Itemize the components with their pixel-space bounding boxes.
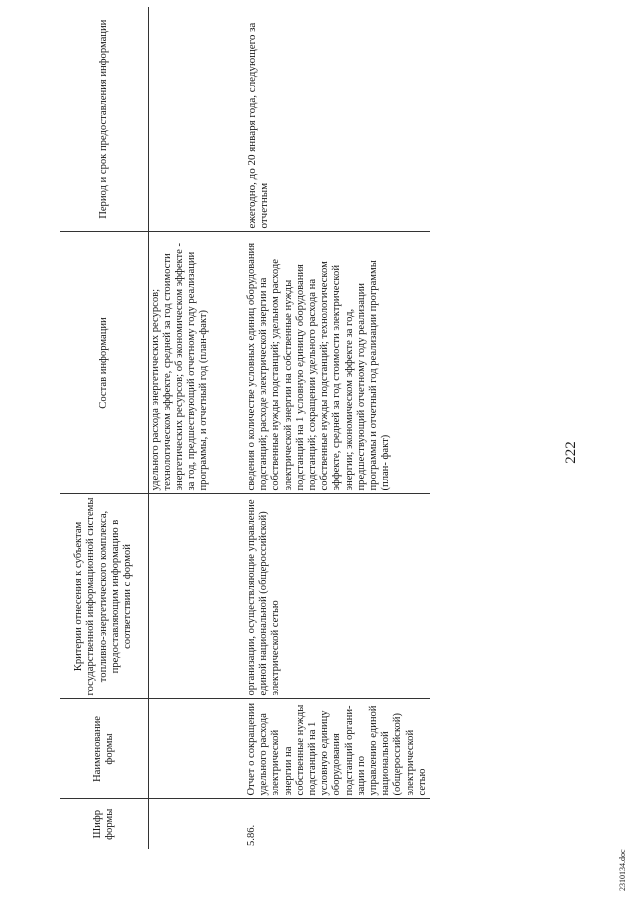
header-code: Шифр формы [60, 799, 148, 849]
content-cell: сведения о количестве условных единиц оборудования подстанций; расходе электрической энергии на собственные нужды подстанций; удельном расходе электрической энергии на собственные нужды подстанций на 1 условную единицу оборудования подстанций; сокращении удельного расхода на собственные нужды подстанций; технологическом эффекте, средней за год стоимости электрической энергии; экономическом эффекте за год, предшествующий отчетному году реализации программы и отчетный год реализации программы (план- факт) [242, 232, 430, 494]
criteria-cell: организации, осуществляющие управление единой национальной (общероссийской) электрической сетью [242, 494, 430, 699]
document-code: 2310134.doc [618, 849, 627, 891]
period-cell: ежегодно, до 20 января года, следующего за отчетным [242, 7, 430, 232]
continuation-row [148, 7, 242, 849]
table-row [242, 7, 430, 849]
table-header-row [60, 7, 148, 849]
header-form-name: Наименование формы [60, 699, 148, 799]
header-criteria: Критерии отнесения к субъектам государственной информационной системы топливно-энергетического комплекса, предоставляющим информацию в соответствии с формой [60, 494, 148, 699]
information-forms-table [60, 7, 430, 849]
form-code-cell: 5.86. [246, 824, 257, 846]
page-number: 222 [563, 441, 579, 464]
form-name-cell: Отчет о сокращении удельного расхода электрической энергии на собственные нужды подстанций на 1 условную единицу оборудования подстанций органи- зации по управлению единой национальной (общероссийской) электрической сетью [242, 699, 430, 799]
header-period: Период и срок предоставления информации [60, 7, 148, 232]
header-content: Состав информации [60, 232, 148, 494]
continuation-content-cell: удельного расхода энергетических ресурсов; технологическом эффекте, средней за год стоимости энергетических ресурсов; об экономическом эффекте - за год, предшествующий отчетному году реализации программы, и отчетный год (план-факт) [148, 232, 242, 494]
